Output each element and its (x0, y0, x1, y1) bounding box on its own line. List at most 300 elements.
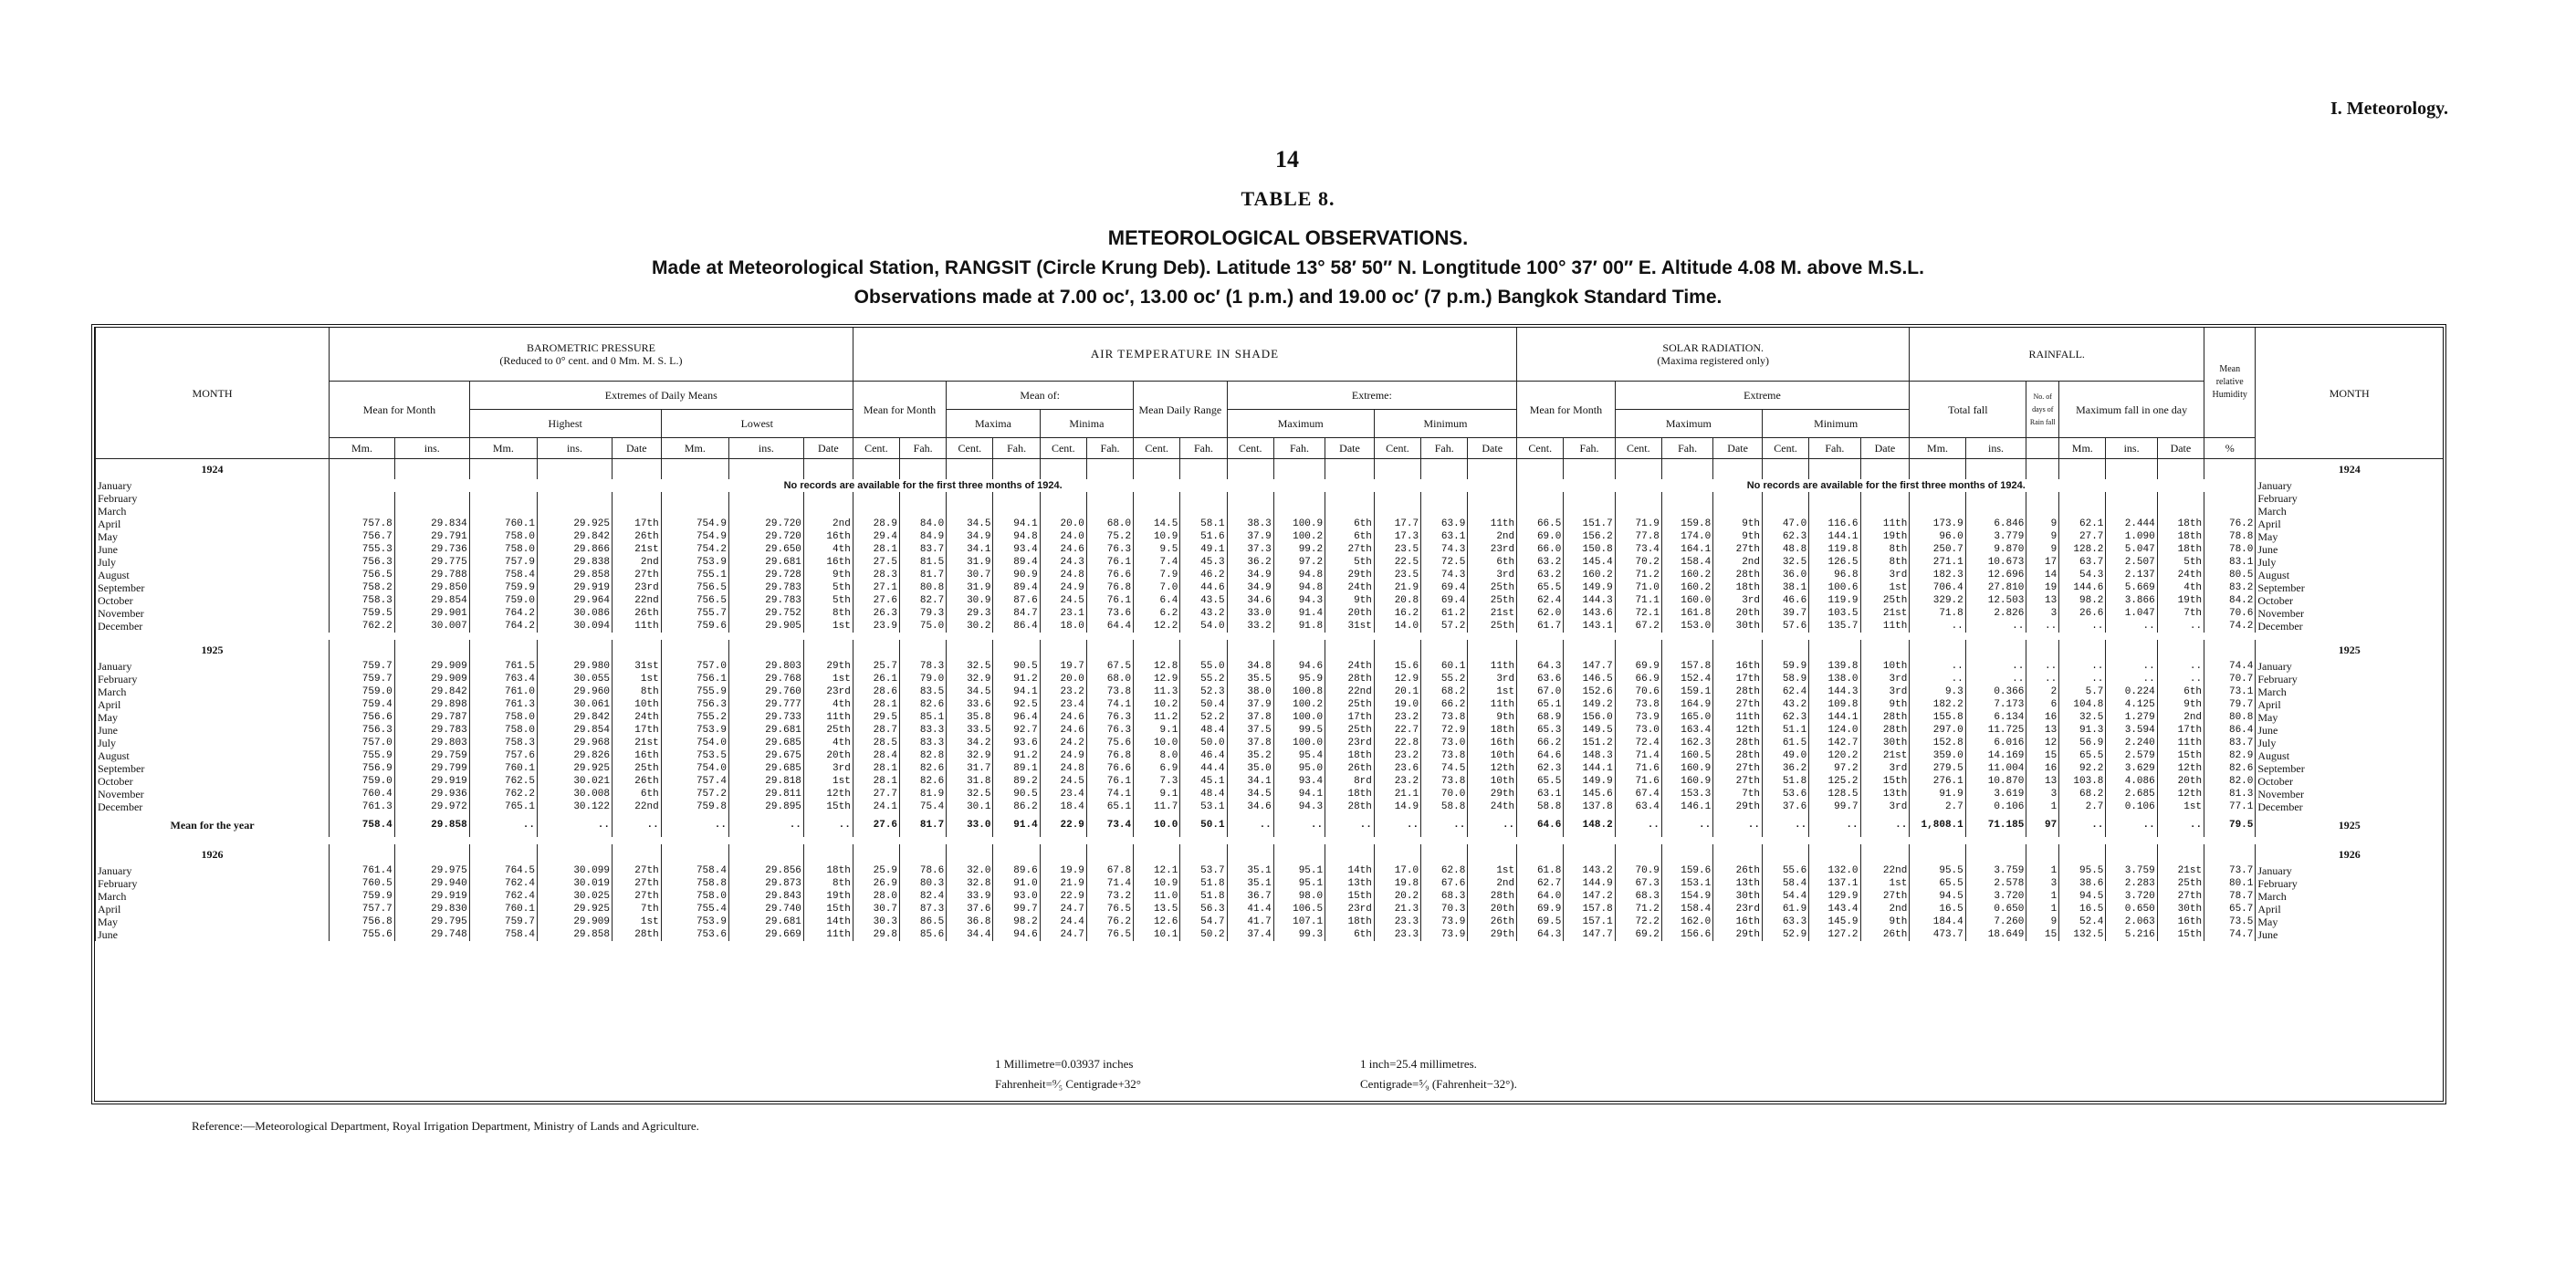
table-cell: 25th (1468, 581, 1517, 594)
table-cell: 73.9 (1615, 711, 1661, 724)
table-cell: 753.5 (661, 749, 728, 762)
table-cell: 2.579 (2106, 749, 2157, 762)
table-cell: 29.925 (538, 762, 613, 775)
table-cell: 19.8 (1374, 877, 1420, 890)
table-cell: 1,808.1 (1910, 813, 1965, 837)
table-cell: 3rd (1860, 800, 1910, 813)
table-cell (1421, 459, 1468, 480)
table-cell: 54.4 (1763, 890, 1809, 903)
table-cell: 28th (1713, 685, 1763, 698)
table-cell: 15th (1325, 890, 1375, 903)
table-cell: 4th (2157, 581, 2204, 594)
table-row (96, 607, 2444, 620)
table-cell: 83.5 (900, 685, 947, 698)
table-cell: 36.7 (1227, 890, 1273, 903)
table-cell: 29.787 (394, 711, 469, 724)
table-cell (1468, 459, 1517, 480)
table-cell: 71.0 (1615, 581, 1661, 594)
table-row (96, 877, 2444, 890)
table-cell: 95.9 (1273, 673, 1325, 685)
table-cell: 29.960 (538, 685, 613, 698)
table-cell: 758.0 (469, 543, 537, 556)
table-cell (1713, 459, 1763, 480)
table-cell: 20th (1713, 607, 1763, 620)
table-cell: 3.619 (1965, 788, 2026, 800)
table-cell: 30.019 (538, 877, 613, 890)
table-cell: 7th (1713, 788, 1763, 800)
table-cell: .. (1615, 813, 1661, 837)
table-cell: 71.185 (1965, 813, 2026, 837)
table-cell: 67.2 (1615, 620, 1661, 633)
table-cell: 26.9 (853, 877, 899, 890)
table-cell (1421, 844, 1468, 864)
table-cell: .. (2106, 620, 2157, 633)
table-cell: 14.9 (1374, 800, 1420, 813)
table-cell: 80.8 (900, 581, 947, 594)
unit-header: Cent. (1374, 438, 1420, 459)
table-cell: 3rd (1860, 685, 1910, 698)
table-cell (1763, 844, 1809, 864)
table-cell: 15th (1860, 775, 1910, 788)
table-cell (1809, 844, 1860, 864)
table-cell: 30.099 (538, 864, 613, 877)
table-cell: 13th (1325, 877, 1375, 890)
table-cell: 94.8 (1273, 569, 1325, 581)
table-cell: July (96, 737, 330, 749)
table-cell: 85.1 (900, 711, 947, 724)
table-cell: 14.5 (1134, 518, 1180, 530)
table-cell: 95.1 (1273, 864, 1325, 877)
table-cell: 26th (612, 775, 661, 788)
table-cell: 67.6 (1421, 877, 1468, 890)
table-cell (1860, 492, 1910, 505)
table-cell: 28.7 (853, 724, 899, 737)
table-cell (1040, 844, 1086, 864)
unit-header: ins. (2106, 438, 2157, 459)
table-cell: 2 (2026, 685, 2059, 698)
table-cell: 52.4 (2059, 915, 2106, 928)
table-cell: 29.975 (394, 864, 469, 877)
table-cell: 2nd (1468, 530, 1517, 543)
table-cell (853, 459, 899, 480)
table-cell (612, 505, 661, 518)
table-cell: 61.7 (1517, 620, 1564, 633)
table-cell: 9th (2157, 698, 2204, 711)
table-cell: 24.9 (1040, 581, 1086, 594)
table-cell: 24th (1468, 800, 1517, 813)
table-cell: 64.3 (1517, 660, 1564, 673)
table-cell: 58.8 (1421, 800, 1468, 813)
table-cell: 56.3 (1180, 903, 1227, 915)
table-cell: 6.9 (1134, 762, 1180, 775)
table-cell: November (2256, 607, 2443, 620)
table-cell: 11.2 (1134, 711, 1180, 724)
table-cell (1374, 459, 1420, 480)
table-cell: 39.7 (1763, 607, 1809, 620)
table-cell: 29.3 (947, 607, 993, 620)
table-cell: 158.4 (1661, 903, 1712, 915)
table-cell: 144.3 (1564, 594, 1615, 607)
table-cell: 30th (1860, 737, 1910, 749)
table-cell (947, 640, 993, 660)
table-cell: 754.9 (661, 530, 728, 543)
table-cell: 758.3 (469, 737, 537, 749)
table-cell: 23.2 (1374, 711, 1420, 724)
table-cell: 82.6 (2204, 762, 2256, 775)
table-cell: 9th (803, 569, 853, 581)
table-cell: 46.4 (1180, 749, 1227, 762)
table-cell: 73.1 (2204, 685, 2256, 698)
table-cell (330, 844, 395, 864)
table-cell (2026, 640, 2059, 660)
table-cell: 58.9 (1763, 673, 1809, 685)
unit-header: Cent. (1615, 438, 1661, 459)
table-cell (993, 505, 1040, 518)
table-cell: 759.9 (469, 581, 537, 594)
table-cell: 30.2 (947, 620, 993, 633)
table-cell: 63.1 (1517, 788, 1564, 800)
table-cell: 15 (2026, 749, 2059, 762)
table-cell: 28.6 (853, 685, 899, 698)
table-cell: 92.2 (2059, 762, 2106, 775)
table-cell: 26th (612, 607, 661, 620)
table-cell: 8.0 (1134, 749, 1180, 762)
table-cell: 106.5 (1273, 903, 1325, 915)
table-cell: 34.1 (947, 543, 993, 556)
table-cell: 271.1 (1910, 556, 1965, 569)
table-cell: 24.7 (1040, 928, 1086, 941)
table-cell (612, 459, 661, 480)
table-cell: 29.925 (538, 903, 613, 915)
table-cell: 75.4 (900, 800, 947, 813)
table-cell: 23rd (1713, 903, 1763, 915)
table-cell: 94.6 (993, 928, 1040, 941)
table-cell: 74.3 (1421, 543, 1468, 556)
table-cell: 28th (1860, 724, 1910, 737)
lowest-header: Lowest (661, 410, 853, 438)
table-cell: 68.0 (1086, 673, 1133, 685)
table-cell: 65.5 (1910, 877, 1965, 890)
table-cell: 94.3 (1273, 594, 1325, 607)
table-cell: 21st (1860, 749, 1910, 762)
table-cell: 86.5 (900, 915, 947, 928)
table-cell (853, 640, 899, 660)
table-cell: 23rd (1325, 737, 1375, 749)
table-cell (1040, 640, 1086, 660)
table-cell: 23.4 (1040, 788, 1086, 800)
table-cell: 27th (1713, 698, 1763, 711)
table-cell: 3 (2026, 607, 2059, 620)
table-cell: 758.4 (661, 864, 728, 877)
table-cell: September (96, 581, 330, 594)
table-cell (1134, 640, 1180, 660)
table-cell: 759.7 (469, 915, 537, 928)
table-cell: 51.8 (1180, 890, 1227, 903)
unit-header: Fah. (900, 438, 947, 459)
table-cell: 73.9 (1421, 915, 1468, 928)
table-cell: 34.6 (1227, 594, 1273, 607)
table-row (96, 788, 2444, 800)
table-cell: 67.0 (1517, 685, 1564, 698)
table-cell: 29.854 (394, 594, 469, 607)
table-cell: 17th (2157, 724, 2204, 737)
table-cell: 127.2 (1809, 928, 1860, 941)
table-cell: 132.5 (2059, 928, 2106, 941)
table-cell: 759.0 (330, 685, 395, 698)
table-cell: 63.7 (2059, 556, 2106, 569)
page-number: 14 (1275, 146, 1299, 173)
table-cell: 753.9 (661, 556, 728, 569)
unit-header: Date (612, 438, 661, 459)
unit-header: Fah. (1180, 438, 1227, 459)
table-cell (1374, 640, 1420, 660)
table-cell: 71.4 (1086, 877, 1133, 890)
table-row (96, 737, 2444, 749)
table-cell: .. (2106, 813, 2157, 837)
table-cell: 100.8 (1273, 685, 1325, 698)
table-cell: 24.6 (1040, 711, 1086, 724)
table-cell: .. (661, 813, 728, 837)
extreme-header: Extreme: (1227, 382, 1517, 410)
table-cell: 28th (1713, 569, 1763, 581)
table-cell: 29.895 (728, 800, 803, 813)
table-cell: 89.4 (993, 556, 1040, 569)
table-cell: 37.6 (947, 903, 993, 915)
table-cell (2204, 492, 2256, 505)
table-cell: 55.0 (1180, 660, 1227, 673)
table-cell: 29.818 (728, 775, 803, 788)
table-cell: 45.1 (1180, 775, 1227, 788)
table-cell: 163.4 (1661, 724, 1712, 737)
table-cell: 5.216 (2106, 928, 2157, 941)
table-cell: 3.759 (1965, 864, 2026, 877)
highest-header: Highest (469, 410, 661, 438)
table-cell (1086, 844, 1133, 864)
table-cell: 762.5 (469, 775, 537, 788)
table-cell (1134, 459, 1180, 480)
observation-times: Observations made at 7.00 oc′, 13.00 oc′ (1 p.m.) and 19.00 oc′ (7 p.m.) Bangkok Standard Time. (853, 287, 1723, 308)
table-cell: 6.016 (1965, 737, 2026, 749)
table-cell: 2nd (1860, 903, 1910, 915)
table-cell: 62.1 (2059, 518, 2106, 530)
table-cell: 61.9 (1763, 903, 1809, 915)
year-row (96, 640, 2444, 660)
table-cell: 74.2 (2204, 620, 2256, 633)
table-row (96, 556, 2444, 569)
table-cell: 182.2 (1910, 698, 1965, 711)
maxima-header: Maxima (947, 410, 1040, 438)
table-cell (1227, 492, 1273, 505)
table-cell: 11th (803, 711, 853, 724)
table-cell: 29.834 (394, 518, 469, 530)
table-cell: 3 (2026, 788, 2059, 800)
table-row (96, 800, 2444, 813)
table-cell: .. (1809, 813, 1860, 837)
table-cell: 756.5 (661, 581, 728, 594)
table-cell: 37.5 (1227, 724, 1273, 737)
table-cell: .. (2059, 813, 2106, 837)
table-cell: 758.4 (469, 928, 537, 941)
table-cell: 2.444 (2106, 518, 2157, 530)
table-cell: 137.1 (1809, 877, 1860, 890)
table-cell: June (2256, 928, 2443, 941)
table-cell: 69.2 (1615, 928, 1661, 941)
table-cell: 3.720 (1965, 890, 2026, 903)
table-cell (1086, 459, 1133, 480)
table-cell: 69.9 (1615, 660, 1661, 673)
table-cell: 1st (1860, 877, 1910, 890)
table-cell: 19th (1860, 530, 1910, 543)
table-cell: 51.8 (1763, 775, 1809, 788)
table-cell: 1924 (96, 459, 330, 480)
table-cell: 15th (2157, 928, 2204, 941)
table-cell: 29.854 (538, 724, 613, 737)
table-cell: 15th (803, 800, 853, 813)
table-cell: 759.6 (661, 620, 728, 633)
solar-maximum-header: Maximum (1615, 410, 1762, 438)
table-cell: 28th (1468, 890, 1517, 903)
table-cell: .. (2026, 620, 2059, 633)
table-cell: 5th (1325, 556, 1375, 569)
unit-header: Cent. (947, 438, 993, 459)
table-cell (1325, 459, 1375, 480)
table-cell: 68.2 (1421, 685, 1468, 698)
table-row (96, 903, 2444, 915)
table-cell: October (2256, 594, 2443, 607)
table-cell: .. (2106, 673, 2157, 685)
table-cell: 43.5 (1180, 594, 1227, 607)
table-cell: 74.1 (1086, 698, 1133, 711)
table-cell: 36.2 (1227, 556, 1273, 569)
table-cell: 25th (803, 724, 853, 737)
table-cell (2204, 640, 2256, 660)
table-cell: 19.9 (1040, 864, 1086, 877)
unit-header: ins. (728, 438, 803, 459)
mean-of-header: Mean of: (947, 382, 1134, 410)
table-cell: November (96, 788, 330, 800)
table-cell: 29.909 (538, 915, 613, 928)
table-cell: March (96, 505, 330, 518)
table-cell: .. (2106, 660, 2157, 673)
table-cell: 65.1 (1086, 800, 1133, 813)
unit-header: Mm. (469, 438, 537, 459)
table-cell: 91.4 (1273, 607, 1325, 620)
table-cell: 26th (1860, 928, 1910, 941)
table-cell: 68.0 (1086, 518, 1133, 530)
table-cell: 146.5 (1564, 673, 1615, 685)
table-cell: 34.9 (1227, 581, 1273, 594)
footnote-fahrenheit: Fahrenheit=⁹⁄₅ Centigrade+32° (995, 1077, 1141, 1091)
table-cell: 1 (2026, 890, 2059, 903)
table-cell: 23.1 (1040, 607, 1086, 620)
table-row (96, 620, 2444, 633)
table-cell: 99.3 (1273, 928, 1325, 941)
table-cell: 147.7 (1564, 660, 1615, 673)
table-cell: 29.799 (394, 762, 469, 775)
table-cell (1661, 459, 1712, 480)
table-cell: 760.4 (330, 788, 395, 800)
table-cell: 23.4 (1040, 698, 1086, 711)
table-cell: 75.0 (900, 620, 947, 633)
table-cell (661, 492, 728, 505)
table-cell: 5th (2157, 556, 2204, 569)
table-cell (1661, 492, 1712, 505)
table-cell: 1st (803, 775, 853, 788)
table-cell: May (2256, 530, 2443, 543)
table-cell: 19th (803, 890, 853, 903)
table-cell: .. (1910, 660, 1965, 673)
table-cell: .. (1273, 813, 1325, 837)
table-cell: 49.0 (1763, 749, 1809, 762)
table-cell: 51.8 (1180, 877, 1227, 890)
table-cell: 2.507 (2106, 556, 2157, 569)
footnote-millimetre: 1 Millimetre=0.03937 inches (995, 1057, 1134, 1071)
table-cell: 34.8 (1227, 660, 1273, 673)
humidity-header: Mean relative Humidity (2204, 328, 2256, 438)
table-cell: 99.7 (1809, 800, 1860, 813)
table-cell: 107.1 (1273, 915, 1325, 928)
table-cell: May (96, 711, 330, 724)
table-cell: 65.5 (1517, 775, 1564, 788)
table-cell: 73.8 (1421, 775, 1468, 788)
table-cell (1860, 459, 1910, 480)
table-cell: 32.5 (1763, 556, 1809, 569)
table-cell: 20th (803, 749, 853, 762)
table-cell: February (2256, 673, 2443, 685)
barometric-note: (Reduced to 0° cent. and 0 Mm. M. S. L.) (499, 354, 683, 367)
table-cell: 20th (2157, 775, 2204, 788)
table-cell: 84.7 (993, 607, 1040, 620)
table-cell: 91.8 (1273, 620, 1325, 633)
table-cell: 95.0 (1273, 762, 1325, 775)
table-cell: 94.5 (1910, 890, 1965, 903)
table-cell (1468, 505, 1517, 518)
table-cell: 66.0 (1517, 543, 1564, 556)
table-cell: 12.6 (1134, 915, 1180, 928)
table-cell: 81.3 (2204, 788, 2256, 800)
table-cell (1517, 505, 1564, 518)
table-cell (993, 844, 1040, 864)
table-cell (993, 640, 1040, 660)
table-cell (1325, 844, 1375, 864)
table-cell: 756.3 (661, 698, 728, 711)
table-cell: 28.1 (853, 543, 899, 556)
table-cell: 29.740 (728, 903, 803, 915)
unit-header: Cent. (1227, 438, 1273, 459)
table-cell: December (96, 800, 330, 813)
table-cell: 18.4 (1040, 800, 1086, 813)
table-cell: 13.5 (1134, 903, 1180, 915)
table-cell: 33.6 (947, 698, 993, 711)
table-cell: 71.6 (1615, 775, 1661, 788)
table-cell: 16th (803, 530, 853, 543)
table-cell: 61.8 (1517, 864, 1564, 877)
table-cell: 9.5 (1134, 543, 1180, 556)
table-cell: 18.0 (1040, 620, 1086, 633)
table-cell: 11.725 (1965, 724, 2026, 737)
table-cell: 22nd (612, 800, 661, 813)
table-cell: 753.6 (661, 928, 728, 941)
table-cell (469, 640, 537, 660)
table-cell: 66.9 (1615, 673, 1661, 685)
table-cell: 2.240 (2106, 737, 2157, 749)
table-cell (330, 640, 395, 660)
table-cell: 12th (1468, 762, 1517, 775)
table-cell (394, 505, 469, 518)
table-cell: 1st (1860, 581, 1910, 594)
table-cell: 91.4 (993, 813, 1040, 837)
table-cell: 26th (1713, 864, 1763, 877)
